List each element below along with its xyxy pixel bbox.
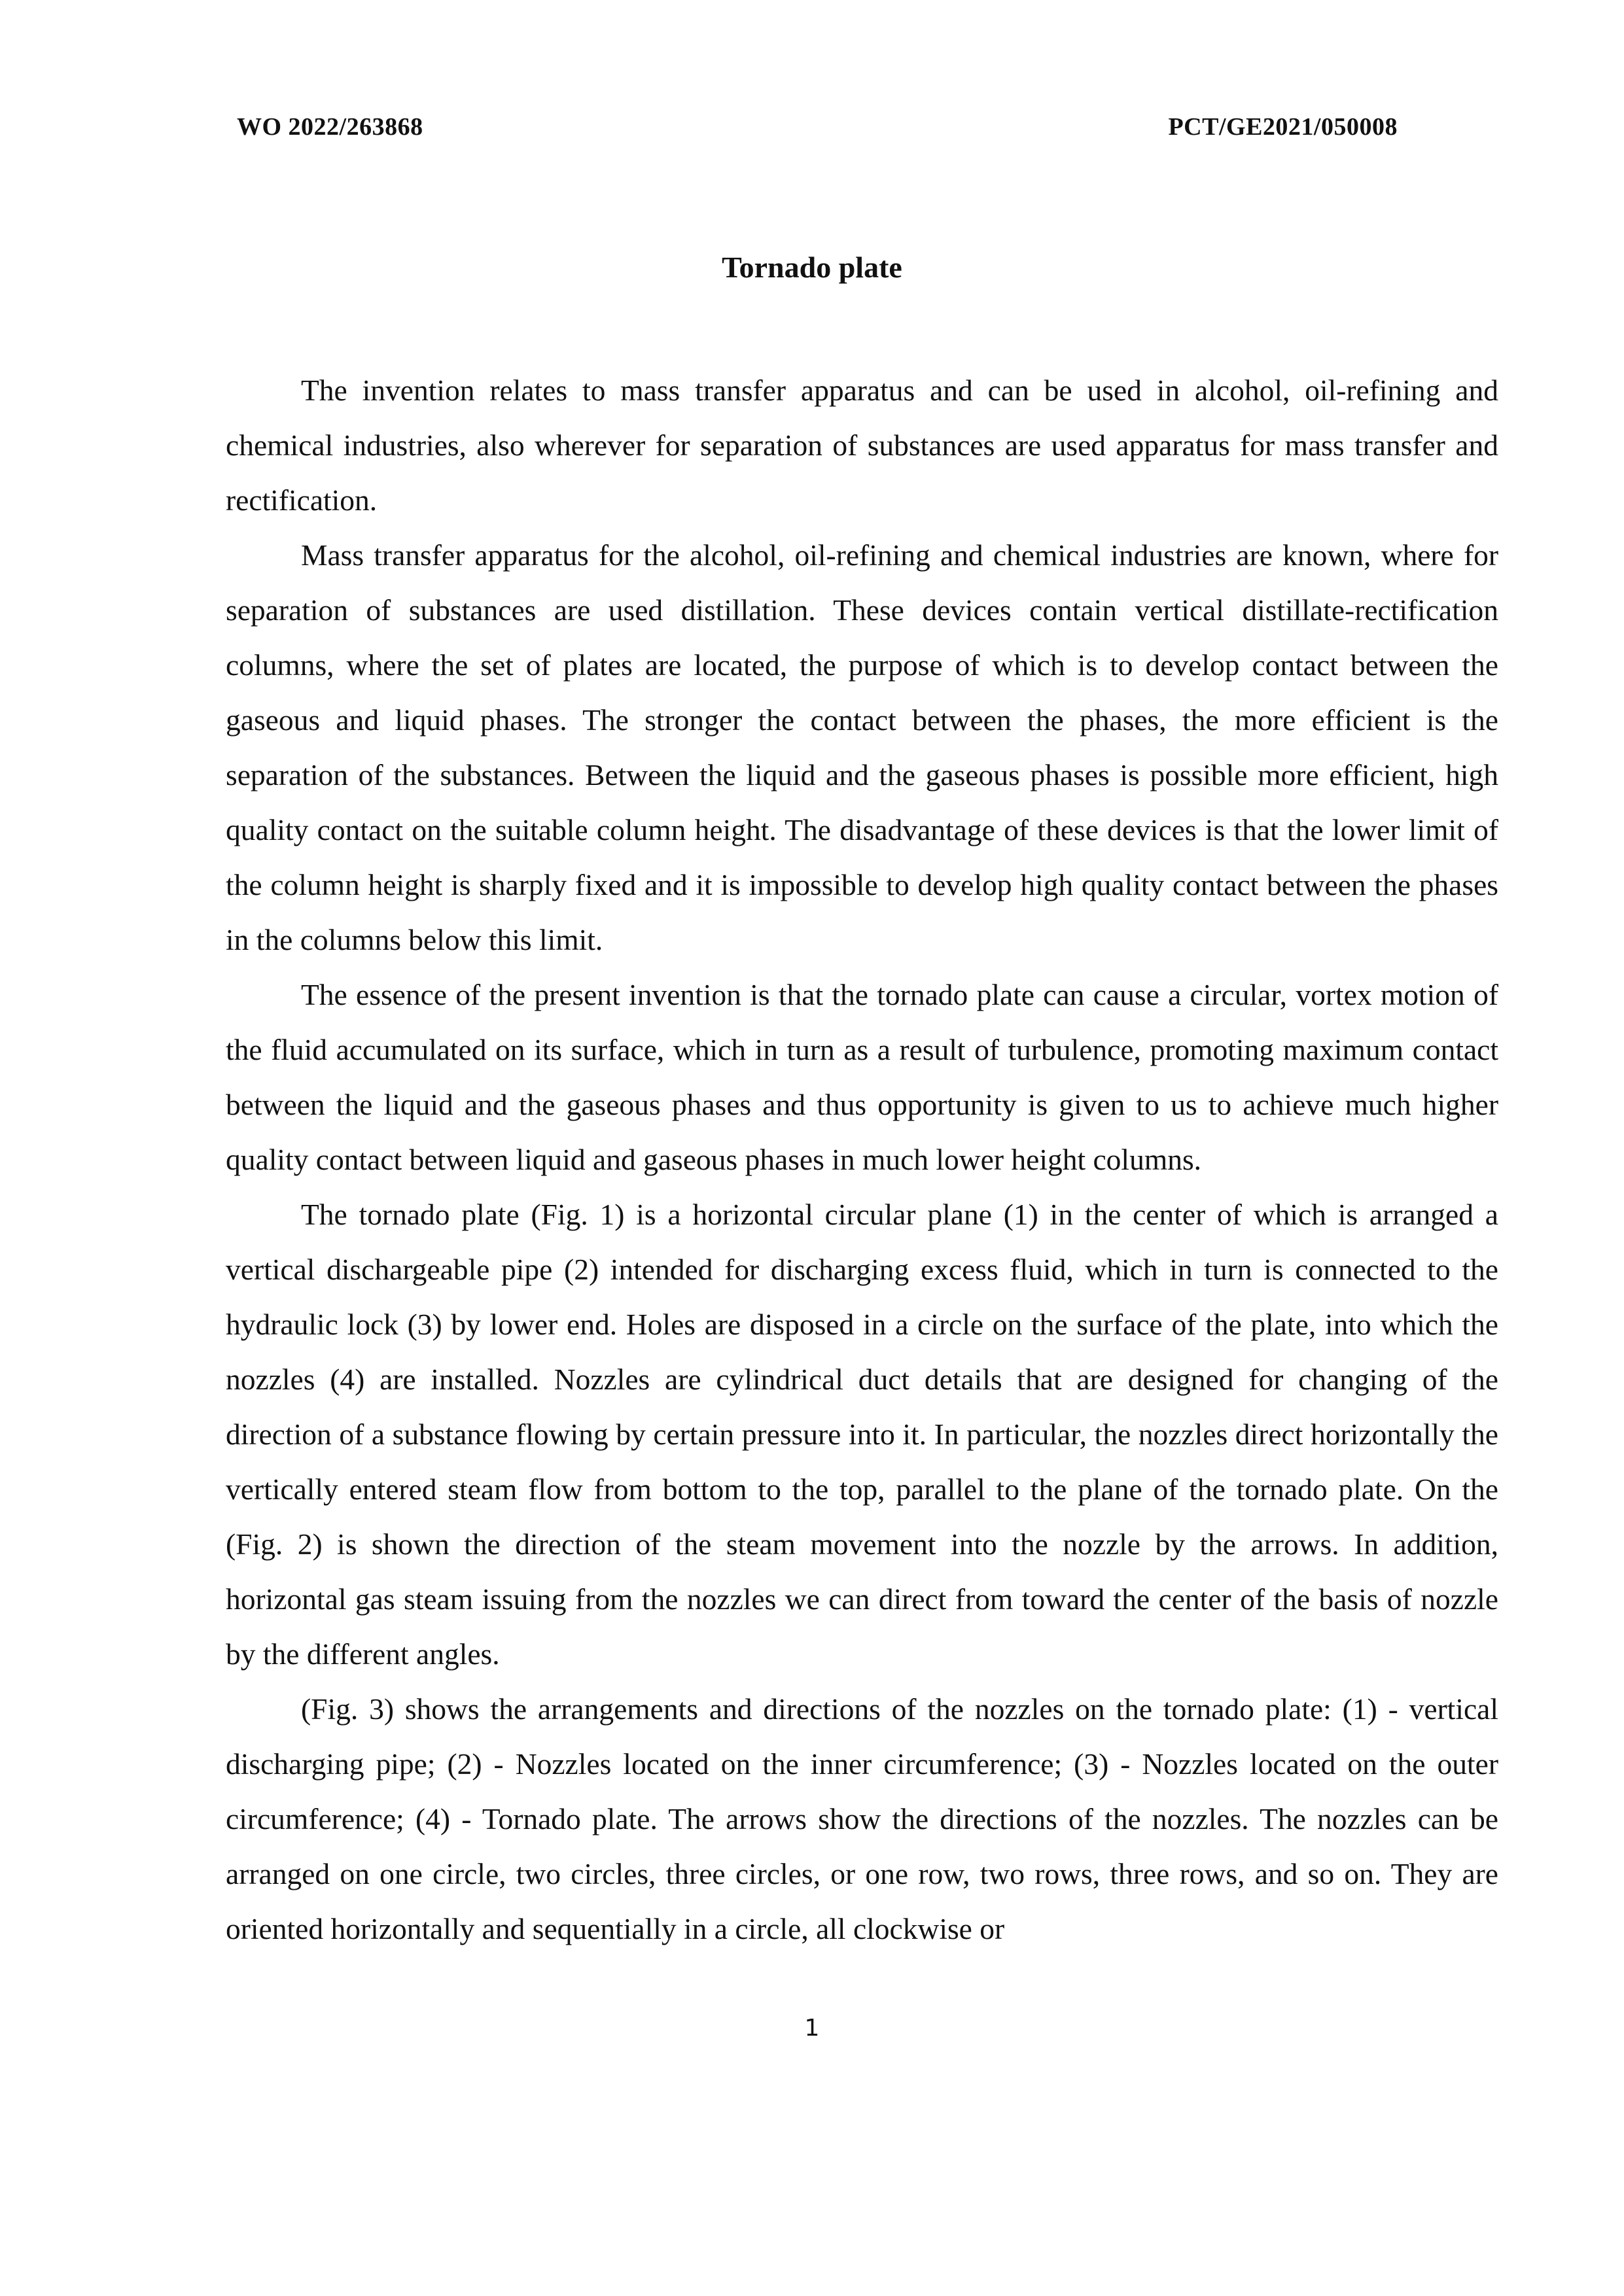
application-number: PCT/GE2021/050008: [1168, 113, 1398, 141]
page-number: 1: [804, 2015, 820, 2042]
paragraph: The invention relates to mass transfer apparatus and can be used in alcohol, oil-refining and chemical industries, also wherever for separation of substances are used apparatus for mass transfer and rectification.: [226, 374, 1498, 517]
paragraph: Mass transfer apparatus for the alcohol, oil-refining and chemical industries are known, where for separation of substances are used distillation. These devices contain vertical distillate-rectification columns, where the set of plates are located, the purpose of which is to develop contact between the gaseous and liquid phases. The stronger the contact between the phases, the more efficient is the separation of the substances. Between the liquid and the gaseous phases is possible more efficient, high quality contact on the suitable column height. The disadvantage of these devices is that the lower limit of the column height is sharply fixed and it is impossible to develop high quality contact between the phases in the columns below this limit.: [226, 538, 1498, 956]
paragraph: The tornado plate (Fig. 1) is a horizontal circular plane (1) in the center of which is arranged a vertical dischargeable pipe (2) intended for discharging excess fluid, which in turn is connected to the hydraulic lock (3) by lower end. Holes are disposed in a circle on the surface of the plate, into which the nozzles (4) are installed. Nozzles are cylindrical duct details that are designed for changing of the direction of a substance flowing by certain pressure into it. In particular, the nozzles direct horizontally the vertically entered steam flow from bottom to the top, parallel to the plane of the tornado plate. On the (Fig. 2) is shown the direction of the steam movement into the nozzle by the arrows. In addition, horizontal gas steam issuing from the nozzles we can direct from toward the center of the basis of nozzle by the different angles.: [226, 1198, 1498, 1671]
publication-number: WO 2022/263868: [237, 113, 423, 141]
document-body: [226, 363, 1498, 1957]
document-title: Tornado plate: [722, 251, 902, 284]
paragraph: (Fig. 3) shows the arrangements and directions of the nozzles on the tornado plate: (1) - vertical discharging pipe; (2) - Nozzles located on the inner circumference; (3) - Nozzles located on the outer circumference; (4) - Tornado plate. The arrows show the directions of the nozzles. The nozzles can be arranged on one circle, two circles, three circles, or one row, two rows, three rows, and so on. They are oriented horizontally and sequentially in a circle, all clockwise or: [226, 1692, 1498, 1945]
paragraph: The essence of the present invention is that the tornado plate can cause a circular, vortex motion of the fluid accumulated on its surface, which in turn as a result of turbulence, promoting maximum contact between the liquid and the gaseous phases and thus opportunity is given to us to achieve much higher quality contact between liquid and gaseous phases in much lower height columns.: [226, 978, 1498, 1176]
